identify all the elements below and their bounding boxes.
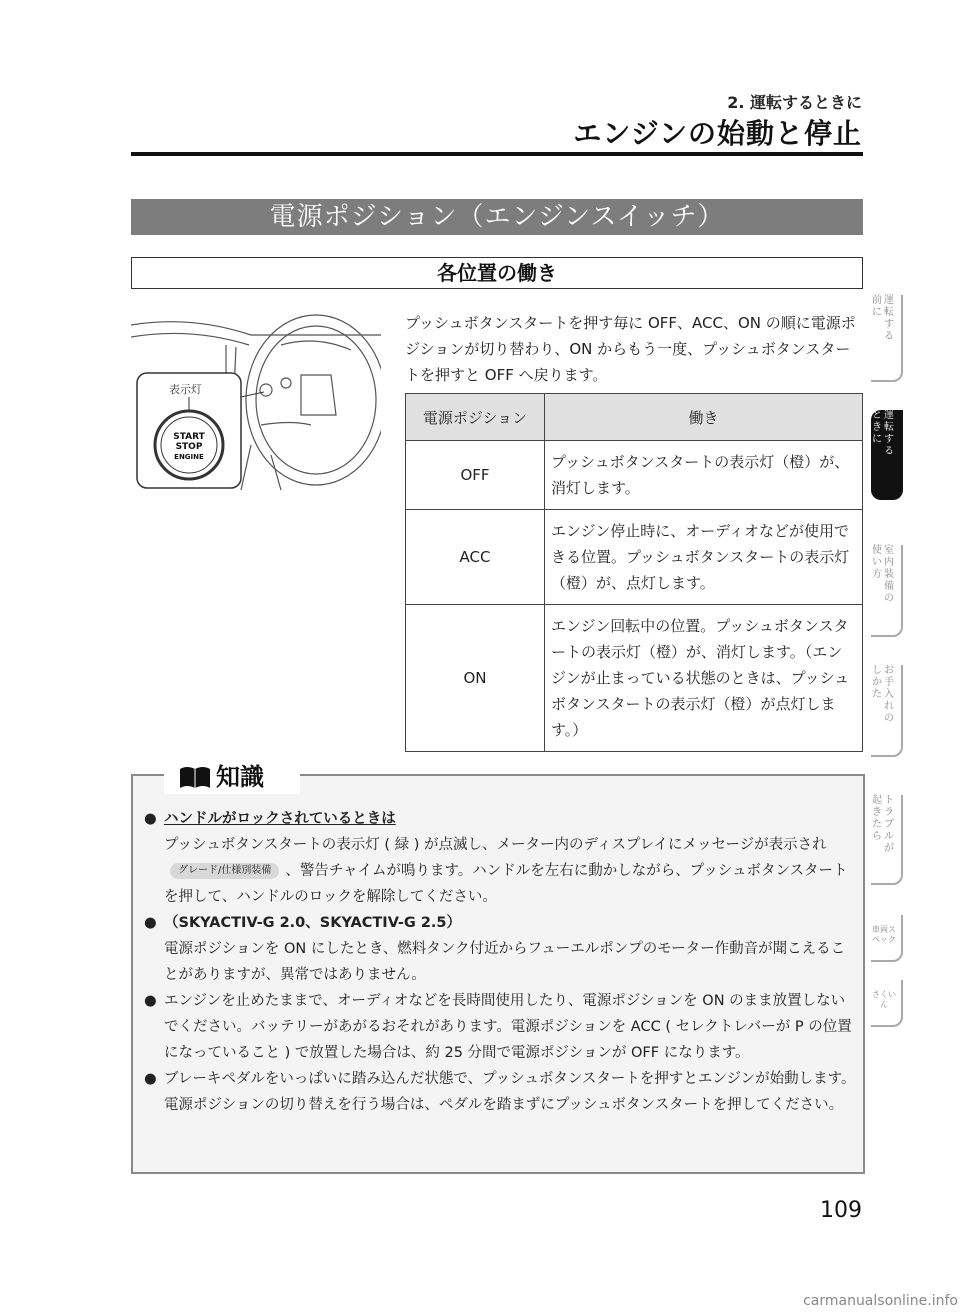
bullet: ●: [144, 811, 157, 827]
bullet: ●: [144, 915, 157, 931]
item-text: [164, 832, 856, 910]
dashboard-drawing: [131, 305, 381, 495]
grade-spec-badge: グレード/仕様別装備: [170, 863, 279, 879]
position-cell: ACC: [406, 510, 545, 605]
item-text-part: 、警告チャイムが鳴ります。ハンドルを左右に動かしながら、プッシュボタンスタートを押して、ハンドルのロックを解除してください。: [164, 863, 848, 905]
subheading: 各位置の働き: [131, 257, 863, 289]
tab-label: さくいん: [872, 990, 896, 1009]
item-text: ブレーキペダルをいっぱいに踏み込んだ状態で、プッシュボタンスタートを押すとエンジンが始動します。電源ポジションの切り替えを行う場合は、ペダルを踏まずにプッシュボタンスタートを押してください。: [164, 1071, 856, 1113]
tab-label: しかた: [872, 665, 882, 700]
bullet: ●: [144, 1071, 157, 1087]
page-number: 109: [820, 1198, 862, 1223]
side-tab-maintenance[interactable]: [871, 665, 903, 757]
item-text: エンジンを止めたままで、オーディオなどを長時間使用したり、電源ポジションを ON のまま放置しないでください。バッテリーがあがるおそれがあります。電源ポジションを ACC ( セレクトレバーが P の位置になっていること ) で放置した場合は、約 25 分間で電源ポジションが OFF になります。: [164, 993, 852, 1061]
dashboard-illustration: [131, 305, 381, 495]
function-cell: エンジン回転中の位置。プッシュボタンスタートの表示灯（橙）が、消灯します。（エンジンが止まっている状態のときは、プッシュボタンスタートの表示灯（橙）が点灯します。）: [545, 605, 863, 752]
knowledge-heading: 知識: [216, 763, 264, 791]
item-text-part: プッシュボタンスタートの表示灯 ( 緑 ) が点滅し、メーター内のディスプレイにメッセージが表示され: [164, 837, 827, 853]
book-icon: [178, 765, 212, 789]
button-text-start: START: [173, 432, 205, 442]
tab-label: 運転する: [884, 295, 894, 342]
item-title: ハンドルがロックされているときは: [164, 811, 396, 827]
tab-label: 使い方: [872, 545, 882, 580]
tab-label: ときに: [872, 410, 882, 445]
side-tab-trouble[interactable]: [871, 795, 903, 885]
table-row: [406, 605, 863, 752]
tab-label: 前に: [872, 295, 882, 318]
tab-label: 車両スペック: [872, 925, 896, 944]
start-stop-button-label: [163, 432, 215, 462]
tab-label: お手入れの: [884, 665, 894, 724]
button-text-engine: ENGINE: [174, 453, 204, 461]
table-row: [406, 510, 863, 605]
page-title: エンジンの始動と停止: [573, 117, 862, 150]
title-divider: [131, 152, 863, 156]
table-header-row: [406, 394, 863, 441]
side-tab-before-driving[interactable]: [871, 295, 903, 382]
tab-label: トラブルが: [884, 795, 894, 854]
button-text-stop: STOP: [175, 442, 203, 452]
list-item: [144, 1066, 856, 1118]
side-tab-when-driving[interactable]: [871, 410, 903, 500]
function-cell: エンジン停止時に、オーディオなどが使用できる位置。プッシュボタンスタートの表示灯（橙）が、点灯します。: [545, 510, 863, 605]
bullet: ●: [144, 993, 157, 1009]
tab-label: 運転する: [884, 410, 894, 457]
item-text: 電源ポジションを ON にしたとき、燃料タンク付近からフューエルポンプのモーター作動音が聞こえることがありますが、異常ではありません。: [164, 941, 846, 983]
list-item: [144, 988, 856, 1066]
position-cell: ON: [406, 605, 545, 752]
function-cell: プッシュボタンスタートの表示灯（橙）が、消灯します。: [545, 441, 863, 510]
tab-label: 起きたら: [872, 795, 882, 842]
table-header-function: 働き: [545, 394, 863, 441]
power-position-table: [405, 393, 863, 752]
section-label: 2. 運転するときに: [727, 93, 862, 112]
table-header-position: 電源ポジション: [406, 394, 545, 441]
section-banner: 電源ポジション（エンジンスイッチ）: [131, 199, 863, 235]
knowledge-list: [144, 806, 856, 1118]
watermark: carmanualsonline.info: [803, 1293, 958, 1309]
position-cell: OFF: [406, 441, 545, 510]
table-row: [406, 441, 863, 510]
list-item: [144, 806, 856, 910]
side-tab-interior[interactable]: [871, 545, 903, 637]
intro-paragraph: プッシュボタンスタートを押す毎に OFF、ACC、ON の順に電源ポジションが切り替わり、ON からもう一度、プッシュボタンスタートを押すと OFF へ戻ります。: [405, 314, 856, 384]
side-tab-specs[interactable]: [871, 915, 903, 962]
item-title: （SKYACTIV-G 2.0、SKYACTIV-G 2.5）: [164, 915, 462, 931]
side-tab-index[interactable]: [871, 980, 903, 1027]
indicator-label: 表示灯: [169, 383, 202, 396]
list-item: [144, 910, 856, 988]
tab-label: 室内装備の: [884, 545, 894, 604]
